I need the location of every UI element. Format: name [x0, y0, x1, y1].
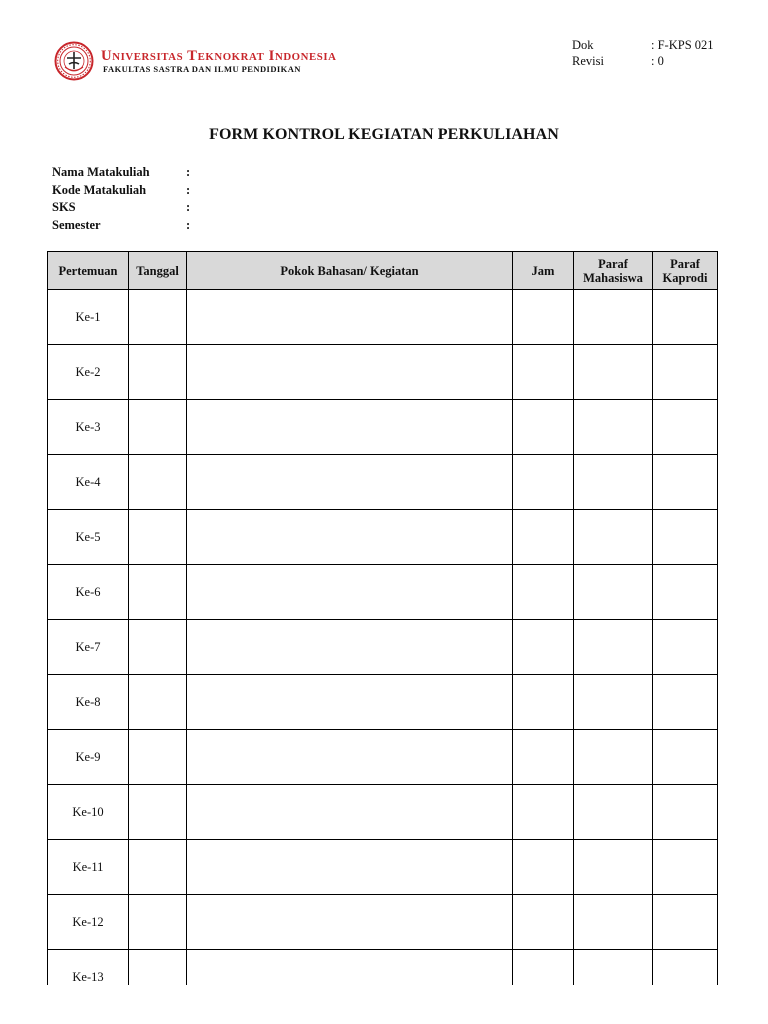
- cell-jam[interactable]: [513, 675, 574, 730]
- cell-jam[interactable]: [513, 620, 574, 675]
- cell-tanggal[interactable]: [129, 345, 187, 400]
- cell-paraf-kaprodi[interactable]: [653, 785, 718, 840]
- cell-tanggal[interactable]: [129, 510, 187, 565]
- cell-pokok-bahasan[interactable]: [187, 785, 513, 840]
- field-label: Nama Matakuliah: [52, 165, 150, 179]
- field-value[interactable]: :: [186, 200, 191, 214]
- doc-label: Dok: [572, 38, 594, 52]
- activity-table: [47, 251, 718, 1005]
- row-label: Ke-5: [48, 510, 129, 565]
- cell-paraf-mahasiswa[interactable]: [574, 675, 653, 730]
- cell-tanggal[interactable]: [129, 455, 187, 510]
- cell-tanggal[interactable]: [129, 565, 187, 620]
- cell-pokok-bahasan[interactable]: [187, 895, 513, 950]
- cell-jam[interactable]: [513, 730, 574, 785]
- cell-paraf-mahasiswa[interactable]: [574, 840, 653, 895]
- university-seal-icon: [54, 41, 94, 81]
- cell-tanggal[interactable]: [129, 290, 187, 345]
- cell-pokok-bahasan[interactable]: [187, 455, 513, 510]
- cell-paraf-mahasiswa[interactable]: [574, 785, 653, 840]
- table-header-row: [48, 252, 718, 290]
- cell-tanggal[interactable]: [129, 730, 187, 785]
- table-row: [48, 730, 718, 785]
- cell-tanggal[interactable]: [129, 840, 187, 895]
- cell-paraf-kaprodi[interactable]: [653, 400, 718, 455]
- cell-pokok-bahasan[interactable]: [187, 730, 513, 785]
- cell-paraf-kaprodi[interactable]: [653, 345, 718, 400]
- cell-jam[interactable]: [513, 510, 574, 565]
- course-fields: [52, 164, 190, 234]
- cell-paraf-mahasiswa[interactable]: [574, 730, 653, 785]
- cell-jam[interactable]: [513, 840, 574, 895]
- cell-paraf-mahasiswa[interactable]: [574, 565, 653, 620]
- cell-paraf-kaprodi[interactable]: [653, 510, 718, 565]
- cell-tanggal[interactable]: [129, 620, 187, 675]
- cell-jam[interactable]: [513, 785, 574, 840]
- field-label: Kode Matakuliah: [52, 182, 147, 197]
- cell-jam[interactable]: [513, 565, 574, 620]
- row-label: Ke-6: [48, 565, 129, 620]
- cell-paraf-mahasiswa[interactable]: [574, 895, 653, 950]
- cell-paraf-mahasiswa[interactable]: [574, 455, 653, 510]
- cell-pokok-bahasan[interactable]: [187, 510, 513, 565]
- cell-paraf-mahasiswa[interactable]: [574, 290, 653, 345]
- row-label: Ke-10: [48, 785, 129, 840]
- table-row: [48, 565, 718, 620]
- row-label: Ke-3: [48, 400, 129, 455]
- row-label: Ke-8: [48, 675, 129, 730]
- cell-jam[interactable]: [513, 895, 574, 950]
- cell-pokok-bahasan[interactable]: [187, 345, 513, 400]
- cell-paraf-kaprodi[interactable]: [653, 895, 718, 950]
- cell-pokok-bahasan[interactable]: [187, 290, 513, 345]
- cell-tanggal[interactable]: [129, 400, 187, 455]
- table-row: [48, 510, 718, 565]
- cell-jam[interactable]: [513, 290, 574, 345]
- cell-tanggal[interactable]: [129, 785, 187, 840]
- cell-paraf-kaprodi[interactable]: [653, 565, 718, 620]
- cell-paraf-kaprodi[interactable]: [653, 840, 718, 895]
- table-row: [48, 675, 718, 730]
- page-title: FORM KONTROL KEGIATAN PERKULIAHAN: [209, 126, 559, 143]
- cell-jam[interactable]: [513, 400, 574, 455]
- row-label: Ke-9: [48, 730, 129, 785]
- row-label: Ke-4: [48, 455, 129, 510]
- cell-pokok-bahasan[interactable]: [187, 565, 513, 620]
- table-row: [48, 840, 718, 895]
- cell-pokok-bahasan[interactable]: [187, 620, 513, 675]
- row-label: Ke-2: [48, 345, 129, 400]
- field-value[interactable]: :: [186, 182, 191, 197]
- table-row: [48, 895, 718, 950]
- row-label: Ke-13: [48, 950, 129, 1005]
- col-header-tanggal: Tanggal: [129, 252, 187, 290]
- document-meta: [572, 37, 714, 69]
- field-label: Semester: [52, 217, 101, 232]
- field-label: SKS: [52, 200, 76, 214]
- row-label: Ke-11: [48, 840, 129, 895]
- doc-value: : F-KPS 021: [651, 38, 714, 52]
- cell-pokok-bahasan[interactable]: [187, 675, 513, 730]
- table-row: [48, 400, 718, 455]
- cell-paraf-mahasiswa[interactable]: [574, 345, 653, 400]
- field-value[interactable]: :: [186, 165, 191, 179]
- row-label: Ke-7: [48, 620, 129, 675]
- cell-pokok-bahasan[interactable]: [187, 840, 513, 895]
- revision-label: Revisi: [572, 54, 604, 68]
- cell-paraf-kaprodi[interactable]: [653, 290, 718, 345]
- cell-jam[interactable]: [513, 345, 574, 400]
- row-label: Ke-12: [48, 895, 129, 950]
- table-row: [48, 290, 718, 345]
- cell-paraf-kaprodi[interactable]: [653, 675, 718, 730]
- table-row: [48, 620, 718, 675]
- cell-paraf-mahasiswa[interactable]: [574, 510, 653, 565]
- revision-value: : 0: [651, 54, 664, 68]
- cell-paraf-mahasiswa[interactable]: [574, 400, 653, 455]
- col-header-paraf-mahasiswa: Paraf Mahasiswa: [574, 252, 653, 290]
- cell-paraf-kaprodi[interactable]: [653, 620, 718, 675]
- col-header-paraf-kaprodi: Paraf Kaprodi: [653, 252, 718, 290]
- col-header-jam: Jam: [513, 252, 574, 290]
- col-header-pertemuan: Pertemuan: [48, 252, 129, 290]
- field-value[interactable]: :: [186, 217, 191, 232]
- col-header-pokok-bahasan: Pokok Bahasan/ Kegiatan: [187, 252, 513, 290]
- cell-pokok-bahasan[interactable]: [187, 400, 513, 455]
- table-row: [48, 455, 718, 510]
- table-row: [48, 345, 718, 400]
- page-cutoff: [0, 985, 768, 1024]
- cell-jam[interactable]: [513, 455, 574, 510]
- cell-paraf-mahasiswa[interactable]: [574, 620, 653, 675]
- faculty-name: FAKULTAS SASTRA DAN ILMU PENDIDIKAN: [103, 64, 301, 74]
- university-logo: [54, 38, 341, 84]
- cell-paraf-kaprodi[interactable]: [653, 730, 718, 785]
- university-name: Universitas Teknokrat Indonesia: [101, 48, 337, 64]
- table-row: [48, 785, 718, 840]
- cell-tanggal[interactable]: [129, 675, 187, 730]
- cell-tanggal[interactable]: [129, 895, 187, 950]
- row-label: Ke-1: [48, 290, 129, 345]
- cell-paraf-kaprodi[interactable]: [653, 455, 718, 510]
